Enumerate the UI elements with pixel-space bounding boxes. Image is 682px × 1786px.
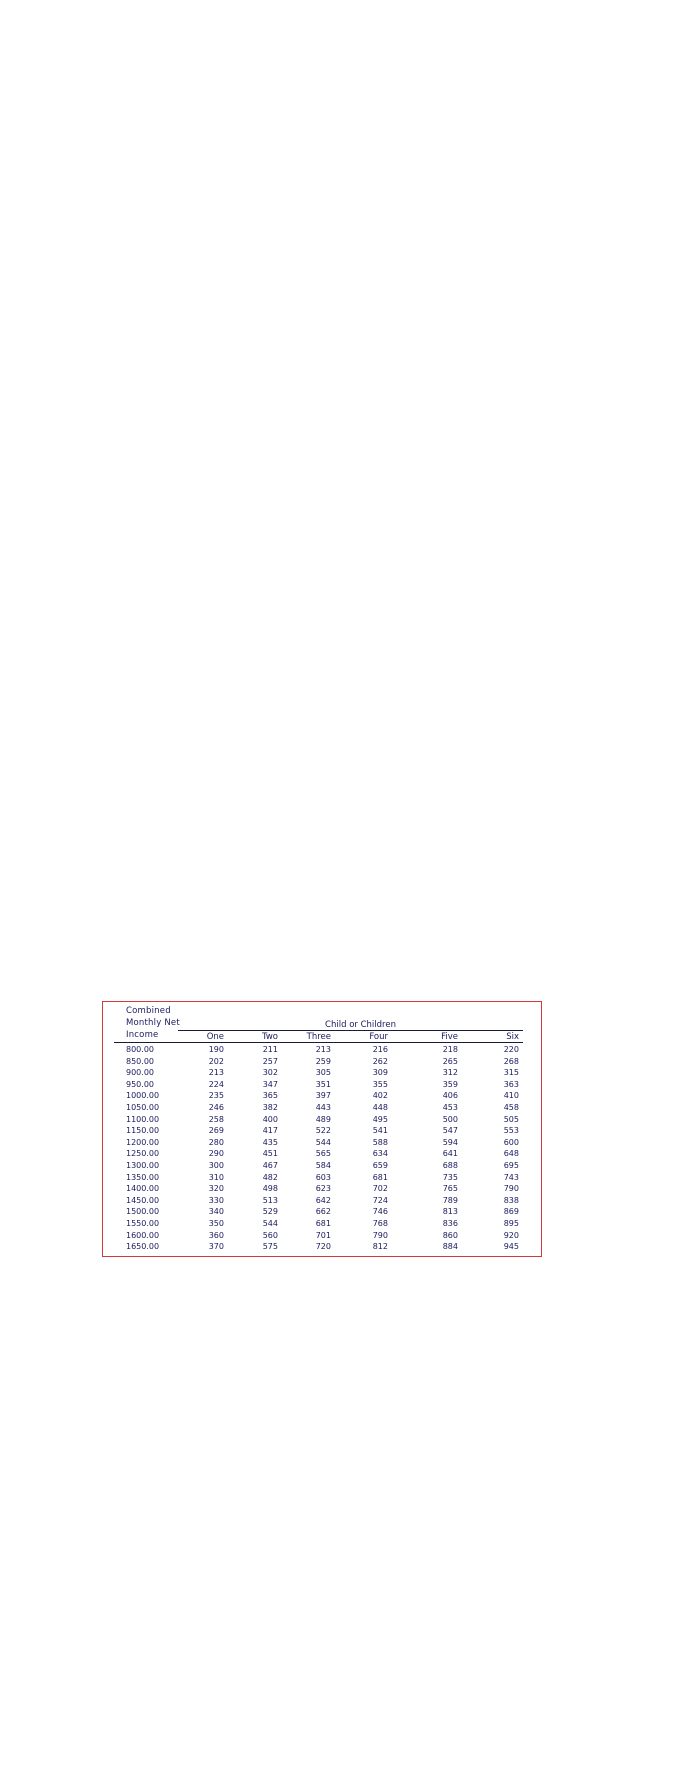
column-header-underline <box>189 1042 523 1043</box>
income-header-underline <box>114 1042 189 1043</box>
table-row <box>103 1056 542 1068</box>
amount-cell: 600 <box>503 1137 519 1147</box>
amount-cell: 312 <box>442 1068 458 1078</box>
income-cell: 1050.00 <box>126 1102 160 1112</box>
income-cell: 1550.00 <box>126 1218 160 1228</box>
header-line-combined: Combined <box>126 1006 171 1016</box>
table-row <box>103 1079 542 1091</box>
table-row <box>103 1172 542 1184</box>
amount-cell: 623 <box>315 1184 331 1194</box>
amount-cell: 360 <box>208 1230 224 1240</box>
amount-cell: 790 <box>372 1230 388 1240</box>
table-row <box>103 1206 542 1218</box>
amount-cell: 920 <box>503 1230 519 1240</box>
income-cell: 900.00 <box>126 1068 154 1078</box>
amount-cell: 812 <box>372 1242 388 1252</box>
amount-cell: 553 <box>503 1126 519 1136</box>
table-row <box>103 1241 542 1253</box>
table-row <box>103 1137 542 1149</box>
income-cell: 1100.00 <box>126 1114 160 1124</box>
income-cell: 1650.00 <box>126 1242 160 1252</box>
amount-cell: 265 <box>442 1056 458 1066</box>
amount-cell: 642 <box>315 1195 331 1205</box>
amount-cell: 220 <box>503 1045 519 1054</box>
amount-cell: 305 <box>315 1068 331 1078</box>
amount-cell: 529 <box>262 1207 278 1217</box>
amount-cell: 262 <box>372 1056 388 1066</box>
amount-cell: 290 <box>208 1149 224 1159</box>
income-cell: 1300.00 <box>126 1160 160 1170</box>
income-cell: 1350.00 <box>126 1172 160 1182</box>
amount-cell: 681 <box>372 1172 388 1182</box>
amount-cell: 451 <box>262 1149 278 1159</box>
amount-cell: 309 <box>372 1068 388 1078</box>
amount-cell: 365 <box>262 1091 278 1101</box>
income-cell: 850.00 <box>126 1056 154 1066</box>
table-row <box>103 1160 542 1172</box>
amount-cell: 746 <box>372 1207 388 1217</box>
amount-cell: 300 <box>208 1160 224 1170</box>
amount-cell: 544 <box>262 1218 278 1228</box>
table-body <box>103 1044 542 1253</box>
amount-cell: 513 <box>262 1195 278 1205</box>
amount-cell: 402 <box>372 1091 388 1101</box>
amount-cell: 495 <box>372 1114 388 1124</box>
header-line-income: Income <box>126 1030 159 1040</box>
amount-cell: 662 <box>315 1207 331 1217</box>
income-cell: 1200.00 <box>126 1137 160 1147</box>
amount-cell: 765 <box>442 1184 458 1194</box>
table-row <box>103 1044 542 1056</box>
amount-cell: 406 <box>442 1091 458 1101</box>
amount-cell: 302 <box>262 1068 278 1078</box>
amount-cell: 790 <box>503 1184 519 1194</box>
table-row <box>103 1090 542 1102</box>
amount-cell: 417 <box>262 1126 278 1136</box>
amount-cell: 522 <box>315 1126 331 1136</box>
amount-cell: 351 <box>315 1079 331 1089</box>
amount-cell: 310 <box>208 1172 224 1182</box>
group-title-underline <box>178 1030 523 1031</box>
amount-cell: 359 <box>442 1079 458 1089</box>
amount-cell: 547 <box>442 1126 458 1136</box>
table-row <box>103 1195 542 1207</box>
amount-cell: 603 <box>315 1172 331 1182</box>
column-header-three: Three <box>306 1032 331 1042</box>
income-cell: 1500.00 <box>126 1207 160 1217</box>
amount-cell: 498 <box>262 1184 278 1194</box>
amount-cell: 202 <box>208 1056 224 1066</box>
amount-cell: 410 <box>503 1091 519 1101</box>
amount-cell: 860 <box>442 1230 458 1240</box>
income-cell: 950.00 <box>126 1079 154 1089</box>
table-row <box>103 1230 542 1242</box>
amount-cell: 500 <box>442 1114 458 1124</box>
amount-cell: 320 <box>208 1184 224 1194</box>
amount-cell: 355 <box>372 1079 388 1089</box>
amount-cell: 838 <box>503 1195 519 1205</box>
amount-cell: 634 <box>372 1149 388 1159</box>
amount-cell: 257 <box>262 1056 278 1066</box>
amount-cell: 269 <box>208 1126 224 1136</box>
amount-cell: 641 <box>442 1149 458 1159</box>
amount-cell: 768 <box>372 1218 388 1228</box>
amount-cell: 648 <box>503 1149 519 1159</box>
amount-cell: 544 <box>315 1137 331 1147</box>
amount-cell: 268 <box>503 1056 519 1066</box>
amount-cell: 190 <box>208 1045 224 1054</box>
amount-cell: 575 <box>262 1242 278 1252</box>
amount-cell: 884 <box>442 1242 458 1252</box>
income-cell: 1450.00 <box>126 1195 160 1205</box>
header-line-monthly-net: Monthly Net <box>126 1018 180 1028</box>
table-row <box>103 1114 542 1126</box>
amount-cell: 218 <box>442 1045 458 1054</box>
amount-cell: 448 <box>372 1102 388 1112</box>
amount-cell: 489 <box>315 1114 331 1124</box>
amount-cell: 724 <box>372 1195 388 1205</box>
amount-cell: 213 <box>208 1068 224 1078</box>
amount-cell: 330 <box>208 1195 224 1205</box>
amount-cell: 701 <box>315 1230 331 1240</box>
amount-cell: 813 <box>442 1207 458 1217</box>
column-header-five: Five <box>441 1032 458 1042</box>
amount-cell: 720 <box>315 1242 331 1252</box>
amount-cell: 688 <box>442 1160 458 1170</box>
amount-cell: 370 <box>208 1242 224 1252</box>
amount-cell: 588 <box>372 1137 388 1147</box>
amount-cell: 280 <box>208 1137 224 1147</box>
child-support-table-frame <box>102 1001 542 1257</box>
amount-cell: 743 <box>503 1172 519 1182</box>
amount-cell: 224 <box>208 1079 224 1089</box>
amount-cell: 435 <box>262 1137 278 1147</box>
table-row <box>103 1102 542 1114</box>
amount-cell: 235 <box>208 1091 224 1101</box>
amount-cell: 315 <box>503 1068 519 1078</box>
amount-cell: 443 <box>315 1102 331 1112</box>
amount-cell: 458 <box>503 1102 519 1112</box>
column-header-four: Four <box>369 1032 388 1042</box>
column-header-two: Two <box>262 1032 278 1042</box>
amount-cell: 363 <box>503 1079 519 1089</box>
amount-cell: 594 <box>442 1137 458 1147</box>
table-row <box>103 1125 542 1137</box>
table-row <box>103 1067 542 1079</box>
amount-cell: 836 <box>442 1218 458 1228</box>
amount-cell: 735 <box>442 1172 458 1182</box>
amount-cell: 945 <box>503 1242 519 1252</box>
amount-cell: 453 <box>442 1102 458 1112</box>
amount-cell: 216 <box>372 1045 388 1054</box>
amount-cell: 211 <box>262 1045 278 1054</box>
income-cell: 1000.00 <box>126 1091 160 1101</box>
income-cell: 800.00 <box>126 1045 154 1054</box>
group-title-child-or-children: Child or Children <box>325 1020 396 1030</box>
income-cell: 1600.00 <box>126 1230 160 1240</box>
amount-cell: 681 <box>315 1218 331 1228</box>
table-row <box>103 1183 542 1195</box>
amount-cell: 213 <box>315 1045 331 1054</box>
income-cell: 1250.00 <box>126 1149 160 1159</box>
amount-cell: 467 <box>262 1160 278 1170</box>
amount-cell: 400 <box>262 1114 278 1124</box>
income-cell: 1400.00 <box>126 1184 160 1194</box>
amount-cell: 397 <box>315 1091 331 1101</box>
amount-cell: 258 <box>208 1114 224 1124</box>
table-row <box>103 1148 542 1160</box>
column-header-one: One <box>206 1032 224 1042</box>
amount-cell: 340 <box>208 1207 224 1217</box>
amount-cell: 259 <box>315 1056 331 1066</box>
amount-cell: 560 <box>262 1230 278 1240</box>
amount-cell: 246 <box>208 1102 224 1112</box>
amount-cell: 584 <box>315 1160 331 1170</box>
amount-cell: 541 <box>372 1126 388 1136</box>
amount-cell: 869 <box>503 1207 519 1217</box>
amount-cell: 505 <box>503 1114 519 1124</box>
income-cell: 1150.00 <box>126 1126 160 1136</box>
amount-cell: 695 <box>503 1160 519 1170</box>
amount-cell: 659 <box>372 1160 388 1170</box>
amount-cell: 347 <box>262 1079 278 1089</box>
amount-cell: 895 <box>503 1218 519 1228</box>
amount-cell: 482 <box>262 1172 278 1182</box>
amount-cell: 350 <box>208 1218 224 1228</box>
column-header-six: Six <box>506 1032 519 1042</box>
amount-cell: 702 <box>372 1184 388 1194</box>
amount-cell: 789 <box>442 1195 458 1205</box>
table-row <box>103 1218 542 1230</box>
amount-cell: 382 <box>262 1102 278 1112</box>
amount-cell: 565 <box>315 1149 331 1159</box>
